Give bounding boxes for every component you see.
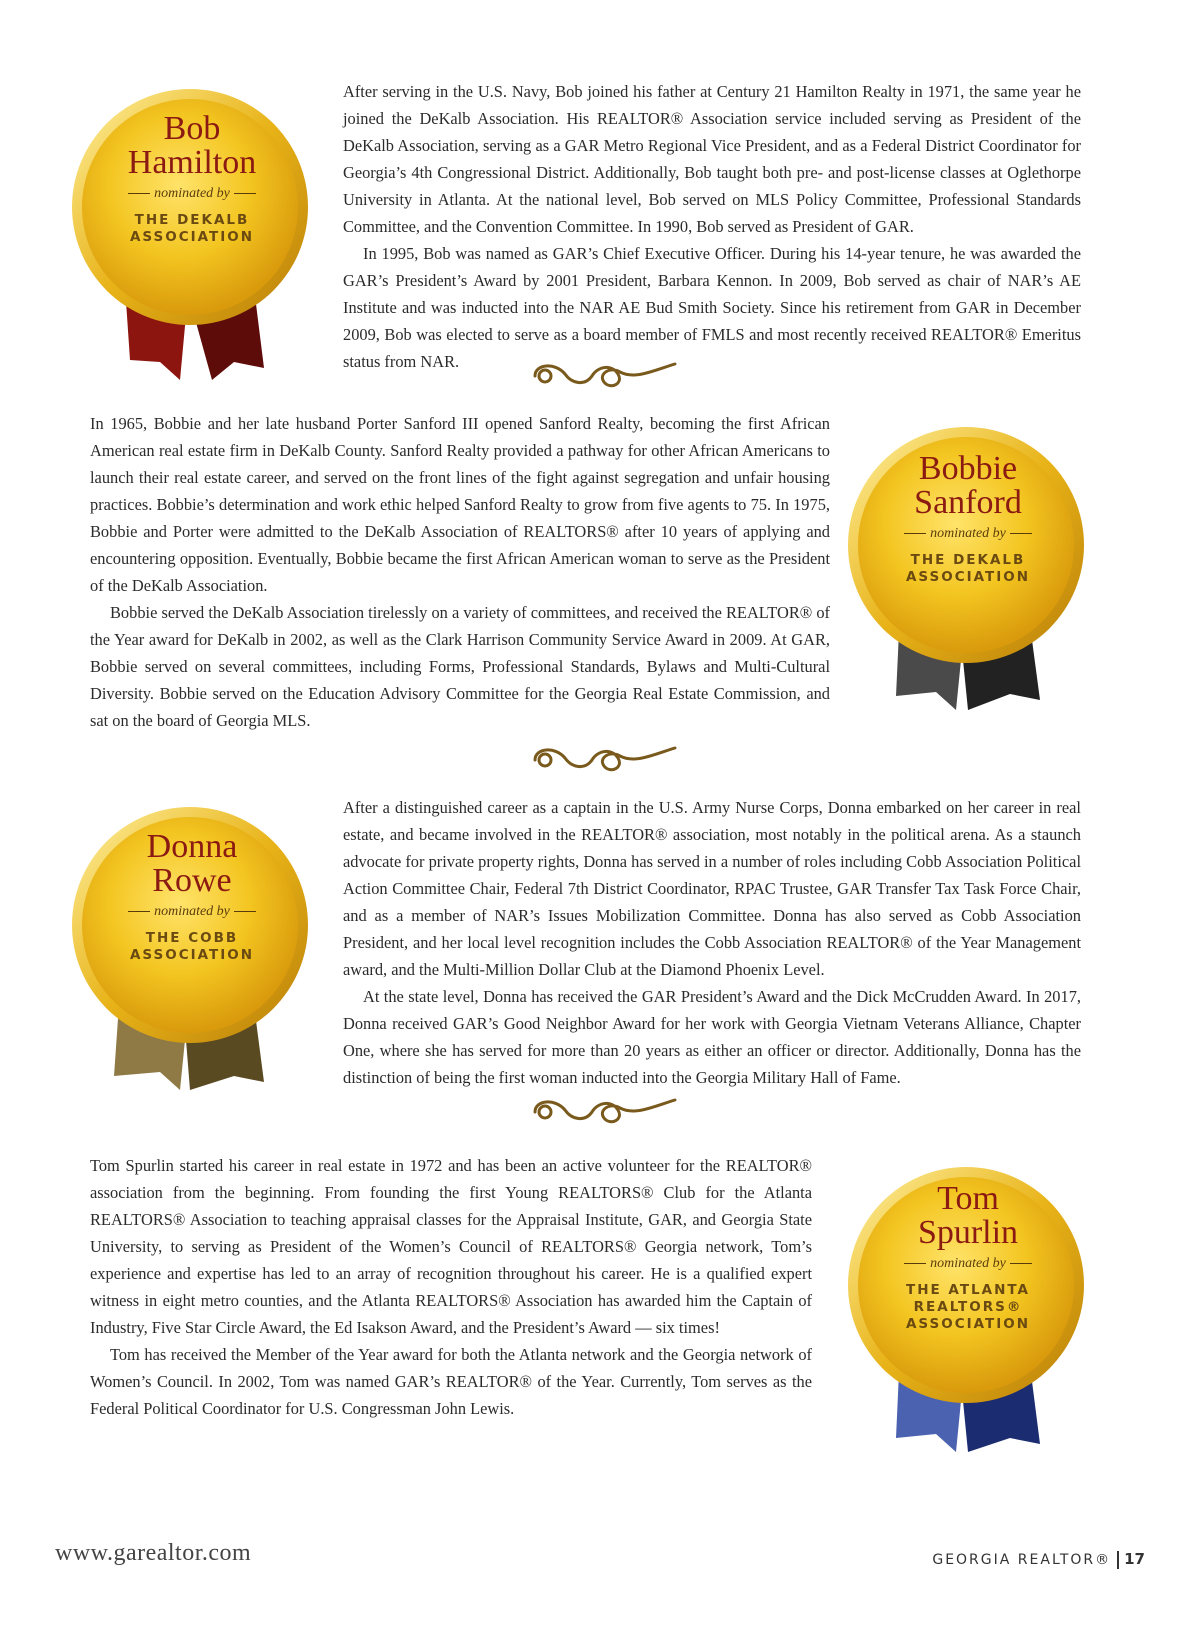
paragraph: After a distinguished career as a captain in the U.S. Army Nurse Corps, Donna embarked on her career in real estate, and became involved in the REALTOR® association, most notably in the political arena. As a staunch advocate for private property rights, Donna has served in a number of roles including Cobb Association Political Action Committee Chair, Federal 7th District Coordinator, RPAC Trustee, GAR Transfer Tax Task Force Chair, and as a member of NAR’s Issues Mobilization Committee. Donna has also served as Cobb Association President, and her local level recognition includes the Cobb Association REALTOR® of the Year Management award, and the Multi-Million Dollar Club at the Diamond Phoenix Level. — [343, 798, 1081, 979]
nominated-by-label: nominated by — [72, 186, 312, 202]
paragraph: Tom Spurlin started his career in real estate in 1972 and has been an active volunteer for the REALTOR® association from the beginning. From founding the first Young REALTORS® Club for the Atlanta REALTORS® Association to teaching appraisal classes for the Appraisal Institute, GAR, and Georgia State University, to serving as President of the Women’s Council of REALTORS® Georgia network, Tom’s experience and expertise has led to an array of recognition throughout his career. He is a qualified expert witness in eight metro counties, and the Atlanta REALTORS® Association has awarded him the Captain of Industry, Five Star Circle Award, the Ed Isakson Award, and the President’s Award — six times! — [90, 1156, 812, 1337]
flourish-divider — [530, 1092, 680, 1132]
profile-bob-hamilton — [0, 0, 1200, 400]
footer-divider — [1117, 1551, 1119, 1569]
profile-tom-spurlin — [0, 1140, 1200, 1480]
paragraph: Tom has received the Member of the Year award for both the Atlanta network and the Georgia network of Women’s Council. In 2002, Tom was named GAR’s REALTOR® of the Year. Currently, Tom serves as the Federal Political Coordinator for U.S. Congressman John Lewis. — [90, 1345, 812, 1418]
profile-body — [90, 410, 830, 734]
honoree-name-last: Spurlin — [917, 1214, 1019, 1251]
nominating-association: THE DEKALB ASSOCIATION — [129, 212, 255, 245]
award-medal — [848, 1140, 1108, 1480]
magazine-name: GEORGIA REALTOR® — [932, 1552, 1112, 1568]
profile-body — [343, 794, 1081, 1091]
profile-donna-rowe — [0, 780, 1200, 1110]
paragraph: At the state level, Donna has received the GAR President’s Award and the Dick McCrudden Award. In 2017, Donna received GAR’s Good Neighbor Award for her work with Georgia Vietnam Veterans Alliance, Chapter One, where she has served for more than 20 years as either an officer or director. Additionally, Donna has the distinction of being the first woman inducted into the Georgia Military Hall of Fame. — [343, 987, 1081, 1087]
nominating-association: THE COBB ASSOCIATION — [129, 930, 255, 963]
nominated-by-label: nominated by — [72, 904, 312, 920]
honoree-name-first: Tom — [937, 1180, 999, 1217]
flourish-divider — [530, 740, 680, 780]
paragraph: In 1965, Bobbie and her late husband Porter Sanford III opened Sanford Realty, becoming the first African American real estate firm in DeKalb County. Sanford Realty provided a pathway for other African Americans to launch their real estate career, and served on the front lines of the fight against segregation and unfair housing practices. Bobbie’s determination and work ethic helped Sanford Realty to grow from five agents to 75. In 1975, Bobbie and Porter were admitted to the DeKalb Association of REALTORS® after 10 years of applying and encountering opposition. Eventually, Bobbie became the first African American woman to serve as the President of the DeKalb Association. — [90, 414, 830, 595]
honoree-name-last: Hamilton — [127, 144, 257, 181]
nominating-association: THE DEKALB ASSOCIATION — [905, 552, 1031, 585]
profile-body — [343, 78, 1081, 375]
footer-publication — [932, 1550, 1145, 1569]
award-medal — [72, 62, 332, 402]
footer-website-link[interactable]: www.garealtor.com — [55, 1540, 252, 1566]
award-medal — [72, 780, 332, 1120]
page-number: 17 — [1124, 1550, 1145, 1568]
profile-bobbie-sanford — [0, 400, 1200, 740]
honoree-name-last: Sanford — [914, 484, 1022, 521]
honoree-name-first: Donna — [146, 828, 238, 865]
flourish-divider — [530, 356, 680, 396]
profile-body — [90, 1152, 812, 1422]
nominated-by-label: nominated by — [848, 526, 1088, 542]
paragraph: After serving in the U.S. Navy, Bob joined his father at Century 21 Hamilton Realty in 1971, the same year he joined the DeKalb Association. His REALTOR® Association service included serving as President of the DeKalb Association, serving as a GAR Metro Regional Vice President, and as a Federal District Coordinator for Georgia’s 4th Congressional District. Additionally, Bob taught both pre- and post-license classes at Oglethorpe University in Atlanta. At the national level, Bob served on MLS Policy Committee, Professional Standards Committee, and the Convention Committee. In 1990, Bob served as President of GAR. — [343, 82, 1081, 236]
honoree-name-last: Rowe — [152, 862, 232, 899]
paragraph: In 1995, Bob was named as GAR’s Chief Executive Officer. During his 14-year tenure, he was awarded the GAR’s President’s Award by 2001 President, Barbara Kennon. In 2009, Bob served as chair of NAR’s AE Institute and was inducted into the NAR AE Bud Smith Society. Since his retirement from GAR in December 2009, Bob was elected to serve as a board member of FMLS and most recently received REALTOR® Emeritus status from NAR. — [343, 244, 1081, 371]
honoree-name-first: Bobbie — [918, 450, 1018, 487]
honoree-name-first: Bob — [163, 110, 221, 147]
nominating-association: THE ATLANTA REALTORS® ASSOCIATION — [905, 1282, 1031, 1332]
award-medal — [848, 400, 1108, 740]
paragraph: Bobbie served the DeKalb Association tirelessly on a variety of committees, and received the REALTOR® of the Year award for DeKalb in 2002, as well as the Clark Harrison Community Service Award in 2009. At GAR, Bobbie served on several committees, including Forms, Professional Standards, Bylaws and Multi-Cultural Diversity. Bobbie served on the Education Advisory Committee for the Georgia Real Estate Commission, and sat on the board of Georgia MLS. — [90, 603, 830, 730]
nominated-by-label: nominated by — [848, 1256, 1088, 1272]
